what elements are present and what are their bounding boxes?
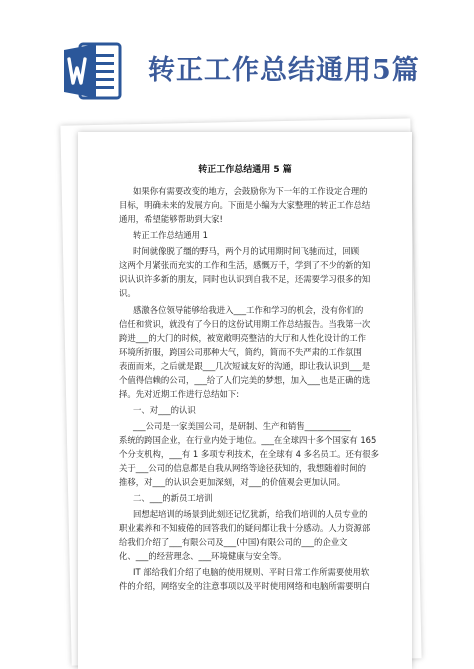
section-heading: 一、对___的认识 bbox=[133, 405, 196, 415]
paragraph-line: 识认识许多新的朋友，同时也认识到自我不足，还需要学习很多的知 bbox=[119, 274, 371, 284]
paragraph-line: 给我们介绍了___有限公司及___(中国)有限公司的___的企业文 bbox=[119, 537, 348, 547]
word-document-icon bbox=[62, 40, 124, 102]
page-title: 转正工作总结通用 5 篇 bbox=[198, 165, 292, 175]
section-heading: 转正工作总结通用 1 bbox=[133, 230, 208, 240]
document-title: 转正工作总结通用5篇 bbox=[148, 55, 420, 86]
paragraph-line: 推移，对___的认识会更加深刻，对___的价值观会更加认同。 bbox=[119, 477, 346, 487]
paragraph-line: ___公司是一家美国公司，是研制、生产和销售___________ bbox=[133, 421, 351, 431]
paragraph-line: 环境所折服，跨国公司那种大气，简约，简而不失严肃的工作氛围 bbox=[119, 347, 362, 357]
section-heading: 二、___的新员工培训 bbox=[133, 493, 213, 503]
paragraph-line: 个分支机构，___有 1 多项专利技术，在全球有 4 多名员工。还有很多 bbox=[119, 449, 379, 459]
paragraph-line: 时间就像脱了缰的野马，两个月的试用期时间飞驰而过，回顾 bbox=[133, 246, 360, 256]
paragraph-line: 个值得信赖的公司，___给了人们完美的梦想，加入___也是正确的选 bbox=[119, 375, 371, 385]
paragraph-line: 化、___的经营理念、___环境健康与安全等。 bbox=[119, 551, 287, 561]
paragraph-line: 跨进___的大门的时候，被宽敞明亮整洁的大厅和人性化设计的工作 bbox=[119, 333, 367, 343]
paragraph-line: 回想起培训的场景到此刻还记忆犹新，给我们培训的人员专业的 bbox=[133, 509, 368, 519]
paragraph-line: 表面而来，之后就是跟___几次短诚友好的沟通，即让我认识到___是 bbox=[119, 361, 371, 371]
paragraph-line: 择。先对近期工作进行总结如下: bbox=[119, 389, 240, 399]
paragraph-line: 职业素养和不知疲倦的回答我们的疑问都让我十分感动。人力资源部 bbox=[119, 523, 371, 533]
document-page bbox=[78, 132, 412, 669]
page-header bbox=[0, 0, 474, 118]
paragraph-line: 感激各位领导能够给我进入___工作和学习的机会，没有你们的 bbox=[133, 305, 364, 315]
paragraph-line: 关于___公司的信息都是自我从网络等途径获知的，我想随着时间的 bbox=[119, 463, 367, 473]
paragraph-line: 目标，明确未来的发展方向。下面是小编为大家整理的转正工作总结 bbox=[119, 200, 371, 210]
paragraph-line: 识。 bbox=[119, 288, 136, 298]
paragraph-line: IT 部给我们介绍了电脑的使用规则、平时日常工作所需要使用软 bbox=[133, 567, 370, 577]
paragraph-line: 信任和赏识，就没有了今日的这份试用期工作总结报告。当我第一次 bbox=[119, 319, 371, 329]
paragraph-line: 系统的跨国企业，在行业内处于地位。___在全球四十多个国家有 165 bbox=[119, 435, 377, 445]
paragraph-line: 如果你有需要改变的地方，会鼓励你为下一年的工作设定合理的 bbox=[133, 186, 368, 196]
paragraph-line: 这两个月紧张而充实的工作和生活，感慨万千，学到了不少的新的知 bbox=[119, 260, 371, 270]
paragraph-line: 通用，希望能够帮助到大家! bbox=[119, 214, 223, 224]
paragraph-line: 件的介绍，网络安全的注意事项以及平时使用网络和电脑所需要明白 bbox=[119, 581, 371, 591]
